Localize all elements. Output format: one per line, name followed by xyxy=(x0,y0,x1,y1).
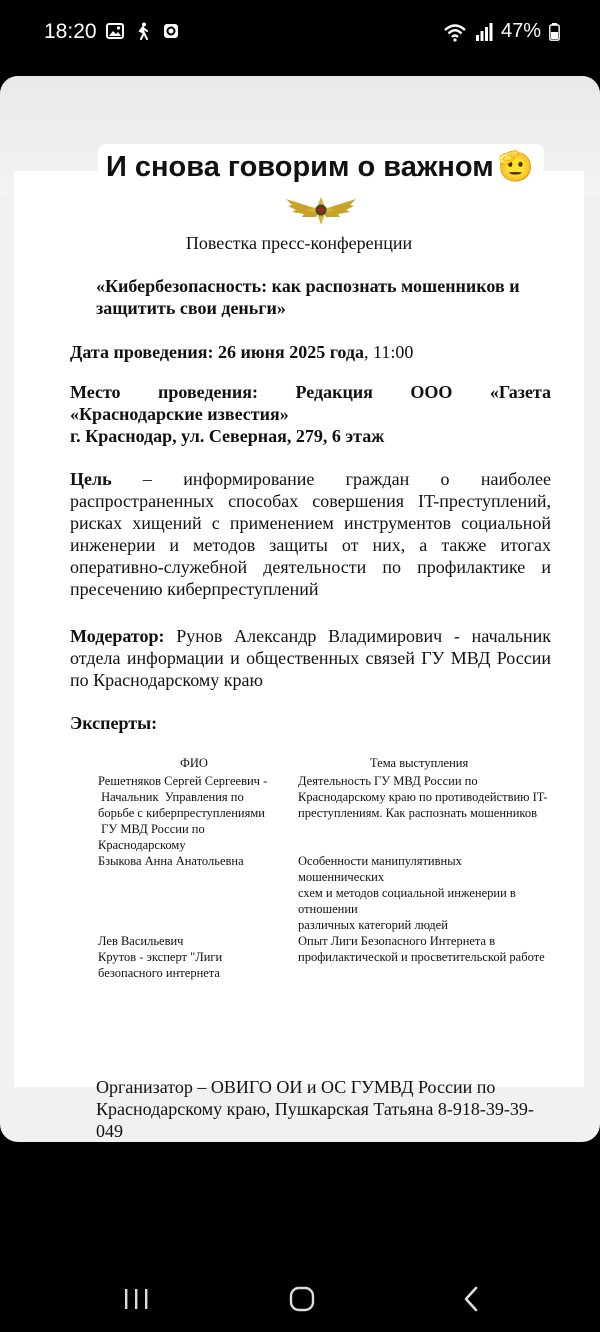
event-goal xyxy=(70,468,551,600)
event-venue xyxy=(70,381,551,447)
moderator-text: Рунов Александр Владимирович - начальник отдела информации и общественных связей ГУ МВД России по Краснодарскому краю xyxy=(70,626,551,690)
battery-icon xyxy=(549,23,560,41)
mvd-emblem-icon xyxy=(284,193,358,227)
expert-topic: Деятельность ГУ МВД России по Краснодарскому краю по противодействию IT-преступлениям. Как распознать мошенников xyxy=(298,774,548,820)
status-bar xyxy=(0,0,600,70)
app-notification-icon xyxy=(162,22,180,40)
recent-apps-button[interactable] xyxy=(116,1284,156,1314)
goal-label: Цель xyxy=(70,469,112,489)
home-button[interactable] xyxy=(282,1284,322,1314)
expert-topic: Опыт Лиги Безопасного Интернета в профилактической и просветительской работе xyxy=(298,934,545,964)
story-headline xyxy=(98,144,544,188)
walking-notification-icon xyxy=(134,22,152,40)
expert-name: Лев Васильевич Крутов - эксперт "Лиги безопасного интернета xyxy=(98,934,223,980)
expert-name: Бзыкова Анна Анатольевна xyxy=(98,854,244,868)
conference-topic: «Кибербезопасность: как распознать мошенников и защитить свои деньги» xyxy=(96,276,520,318)
gallery-notification-icon xyxy=(106,22,124,40)
date-year: 2025 года xyxy=(289,342,365,362)
organizer: Организатор – ОВИГО ОИ и ОС ГУМВД России по Краснодарскому краю, Пушкарская Татьяна 8-918-39-39-049 xyxy=(96,1077,534,1141)
venue-line-2: г. Краснодар, ул. Северная, 279, 6 этаж xyxy=(70,426,385,446)
document-title: Повестка пресс-конференции xyxy=(185,233,413,253)
expert-name: Решетняков Сергей Сергеевич - Начальник Управления по борьбе с киберпреступлениями ГУ МВД России по Краснодарскому xyxy=(98,774,268,852)
signal-icon xyxy=(475,23,493,41)
expert-topic: Особенности манипулятивных мошеннических схем и методов социальной инженерии в отношении различных категорий людей xyxy=(298,854,516,932)
venue-line-1: Место проведения: Редакция ООО «Газета «Краснодарские известия» xyxy=(70,382,551,424)
saluting-face-emoji: 🫡 xyxy=(497,151,534,183)
clock: 18:20 xyxy=(44,20,97,43)
column-header-topic: Тема выступления xyxy=(370,756,469,770)
navigation-bar xyxy=(0,1262,600,1332)
battery-percent: 47% xyxy=(500,20,541,42)
column-header-fio: ФИО xyxy=(180,756,208,770)
goal-text: – информирование граждан о наиболее распространенных способах совершения IT-преступлений, рисках хищений с применением инструментов социальной инженерии и методов защиты от них, а также итогах оперативно-служебной деятельности по профилактике и пресечению киберпреступлений xyxy=(70,469,551,599)
event-date xyxy=(70,341,551,363)
moderator xyxy=(70,625,551,691)
story-card[interactable] xyxy=(0,76,600,1142)
headline-text: И снова говорим о важном xyxy=(106,150,494,183)
back-button[interactable] xyxy=(452,1284,492,1314)
experts-heading: Эксперты: xyxy=(70,713,158,733)
date-time: , 11:00 xyxy=(364,342,414,362)
press-conference-document xyxy=(14,171,584,1141)
moderator-label: Модератор: xyxy=(70,626,165,646)
wifi-icon xyxy=(443,22,467,42)
date-label: Дата проведения: 26 июня xyxy=(70,342,285,362)
